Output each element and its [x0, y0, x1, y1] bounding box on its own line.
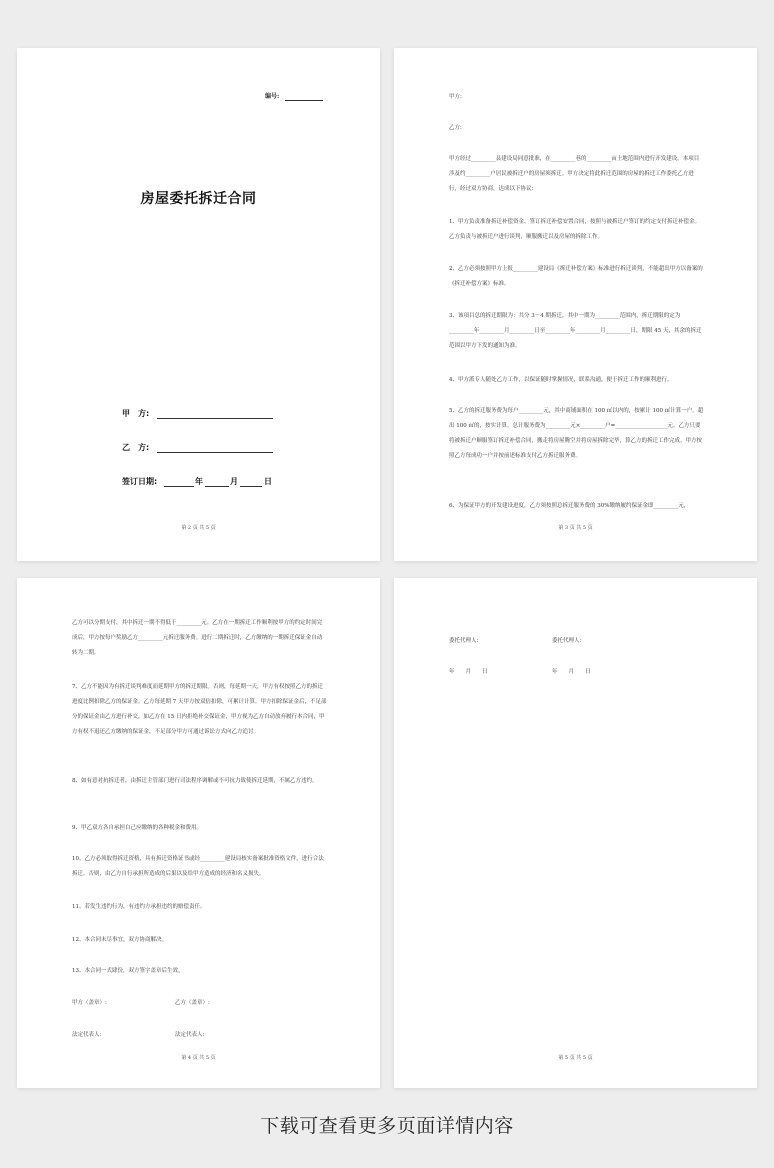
clause-6-continued: 乙方可以分期支付，其中拆迁一期不得低于_________元。乙方在一期拆迁工作顺利按甲方的约定时间完成后，甲方按每户奖励乙方_________元拆迁服务费。进行二期拆迁时，乙方缴纳的一期拆迁保证金自动转为二期。: [72, 620, 323, 656]
sign-date-label: 签订日期:: [122, 477, 158, 486]
contract-page-3: [394, 48, 757, 561]
party-b-seal-label: 乙方（盖章）:: [175, 1000, 210, 1006]
agent-b-date: 年 月 日: [552, 669, 591, 675]
clause-4: 4、甲方派专人随处乙方工作，以保证随时掌握情况，联系沟通，便于拆迁工作的顺利进行。: [449, 377, 673, 383]
party-b-label: 乙 方:: [122, 443, 150, 452]
page-footer: 第 4 页 共 5 页: [181, 1055, 216, 1061]
contract-cover-page: [17, 48, 380, 561]
clause-7: 7、乙方不能因为有拆迁谈判难度而延期甲方的拆迁期限。否则，每延期一天，甲方有权按照乙方的拆迁进度比例扣除乙方的保证金。乙方每延期 7 天甲方按双倍扣除，可累计计算。甲方扣除保证金后，不足部分的保证金由乙方进行补交，如乙方在 15 日内拒绝补交保证金，甲方视为乙方自动放弃履行本合同，甲方有权不退还乙方缴纳的保证金，不足部分甲方可通过诉讼方式向乙方追讨。: [72, 684, 327, 735]
clause-8: 8、如有意对抗拆迁者，由拆迁主管部门进行司法程序调解或不可抗力致使拆迁延期，不属乙方违约。: [72, 778, 318, 784]
contract-title: 房屋委托拆迁合同: [140, 191, 257, 207]
sign-date-month: 月: [230, 477, 238, 486]
sign-date-month-blank: [205, 486, 229, 487]
party-b-blank: [157, 452, 273, 453]
contract-page-4: [17, 578, 380, 1088]
page-footer: 第 5 页 共 5 页: [558, 1055, 593, 1061]
sign-date-day: 日: [264, 477, 272, 486]
page-footer: 第 3 页 共 5 页: [558, 525, 593, 531]
contract-number-blank: [285, 100, 323, 101]
intro-paragraph: 甲方经过_________县建设局同意批准，在_________巷的_________亩土地范围内进行开发建设。本项目涉及约_________户居民被拆迁户的房屋须拆迁。甲方决定将此拆迁范围的房屋的拆迁工作委托乙方进行，经过双方协商，达成以下协议:: [449, 156, 700, 192]
sign-date-year: 年: [195, 477, 203, 486]
agent-a-label: 委托代理人:: [449, 638, 479, 644]
page-footer: 第 2 页 共 5 页: [181, 525, 216, 531]
clause-9: 9、甲乙双方各自承担自己应缴纳的各种税金和费用。: [72, 825, 203, 831]
agent-a-date: 年 月 日: [449, 669, 488, 675]
clause-3: 3、该项目总的拆迁期限为：共分 3－4 期拆迁，其中一期为_________范围内，拆迁期限的定为_________年_________月_________日至_________年_________月_________日，期限 45 天，其余的拆迁范围以甲方下发的通知为准。: [449, 313, 702, 349]
party-a-seal-label: 甲方（盖章）:: [72, 1000, 107, 1006]
clause-12: 12、本合同未尽事宜，双方协商解决。: [72, 937, 167, 943]
clause-5: 5、乙方的拆迁服务费为每户_________元，其中商铺面积在 100 ㎡以内的，按累计 100 ㎡计算一户。超出 100 ㎡的，按实计算。总计服务费为_________元×_________户=___________________元。乙方只要将被拆迁户顺服签订拆迁补偿合同，搬走将房屋腾空并将房屋拆除完毕，算乙方的拆迁工作完成。甲方按照乙方每成功一户并按前述标准支付乙方拆迁服务费。: [449, 408, 704, 459]
sign-date-day-blank: [240, 486, 262, 487]
party-a-line: 甲方:: [449, 94, 462, 100]
clause-2: 2、乙方必须按照甲方上报_________建设局《拆迁补偿方案》标准进行拆迁谈判，不能超出甲方以备案的《拆迁补偿方案》标准。: [449, 266, 703, 287]
party-a-blank: [157, 418, 273, 419]
clause-10: 10、乙方必须取得拆迁资格，具有拆迁资格证书或经_________建设局核实备案批准资格文件，进行合法拆迁。否则，由乙方自行承担所造成的后果以及给甲方造成的经济和名义损失。: [72, 856, 324, 877]
party-b-line: 乙方:: [449, 125, 462, 131]
party-a-label: 甲 方:: [122, 409, 150, 418]
contract-page-5: [394, 578, 757, 1088]
clause-1: 1、甲方负责准备拆迁补偿资金、签订拆迁补偿安置合同，按照与被拆迁户签订的约定支付拆迁补偿金。乙方负责与被拆迁户进行谈判，顺服搬迁以及房屋的拆除工作。: [449, 219, 701, 240]
sign-date-year-blank: [164, 486, 194, 487]
download-more-caption: 下载可查看更多页面详情内容: [260, 1115, 514, 1137]
clause-13: 13、本合同一式肆份，双方签字盖章后生效。: [72, 968, 184, 974]
legal-rep-a-label: 法定代表人:: [72, 1032, 102, 1038]
clause-6: 6、为保证甲方的开发建设进度，乙方须按照总拆迁服务费的 30%缴纳履约保证金即_________元，: [449, 503, 690, 509]
contract-number-label: 编号:: [265, 93, 280, 100]
clause-11: 11、若发生违约行为，有违约方承担违约的赔偿责任。: [72, 904, 206, 910]
legal-rep-b-label: 法定代表人:: [175, 1032, 205, 1038]
agent-b-label: 委托代理人:: [552, 638, 582, 644]
